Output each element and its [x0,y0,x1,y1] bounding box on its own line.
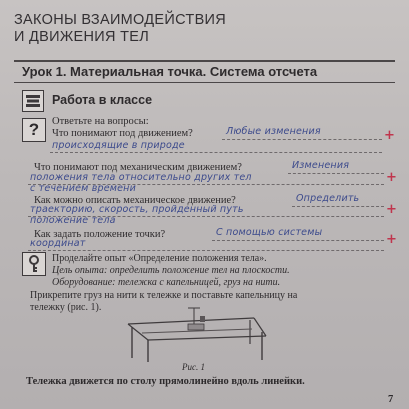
answer-3-line2: траекторию, скорость, пройденный путь [30,204,244,215]
question-4-text: Как задать положение точки? [34,229,166,240]
question-1-text: Что понимают под движением? [52,128,193,139]
answer-2-line3: с течением времени [30,183,136,194]
answer-1-line1: Любые изменения [226,126,321,137]
top-divider [14,60,395,62]
answer-3-line3: положение тела [30,215,116,226]
answer-line [222,139,382,140]
answer-2-line2: положения тела относительно других тел [30,172,252,183]
answer-4-line1: С помощью системы [216,227,323,238]
question-3-text: Как можно описать механическое движение? [34,195,236,206]
grade-mark: + [386,232,397,247]
experiment-title: Проделайте опыт «Определение положения тела». [52,253,267,264]
chapter-title [14,12,226,46]
lesson-title: Урок 1. Материальная точка. Система отсчета [22,64,318,79]
chapter-title-line2: И ДВИЖЕНИЯ ТЕЛ [14,29,150,45]
experiment-goal: Цель опыта: определить положение тел на плоскости. [52,265,290,276]
key-icon [22,252,46,276]
instruction-line2: тележку (рис. 1). [30,302,102,313]
experiment-equipment: Оборудование: тележка с капельницей, груз на нити. [52,277,281,288]
answer-line [212,240,384,241]
answer-4-line2: координат [30,238,86,249]
answer-line [292,206,384,207]
grade-mark: + [386,170,397,185]
chapter-title-line1: ЗАКОНЫ ВЗАИМОДЕЙСТВИЯ [14,12,227,28]
questions-intro: Ответьте на вопросы: [52,116,149,127]
answer-line [28,250,384,251]
instruction-line1: Прикрепите груз на нити к тележке и поставьте капельницу на [30,290,298,301]
books-icon [22,90,44,112]
figure-cart-on-table [122,302,272,369]
page-number: 7 [388,394,394,405]
grade-mark: + [384,128,395,143]
section-title: Работа в классе [52,93,153,107]
footer-text: Тележка движется по столу прямолинейно вдоль линейки. [26,376,305,387]
answer-line [50,152,382,153]
answer-1-line2: происходящие в природе [52,140,185,151]
grade-mark: + [386,202,397,217]
question-2-text: Что понимают под механическим движением? [34,162,242,173]
lesson-divider [14,82,395,83]
figure-caption: Рис. 1 [182,362,205,372]
answer-3-line1: Определить [296,193,360,204]
question-icon: ? [22,118,46,142]
answer-line [288,173,384,174]
answer-2-line1: Изменения [292,160,350,171]
